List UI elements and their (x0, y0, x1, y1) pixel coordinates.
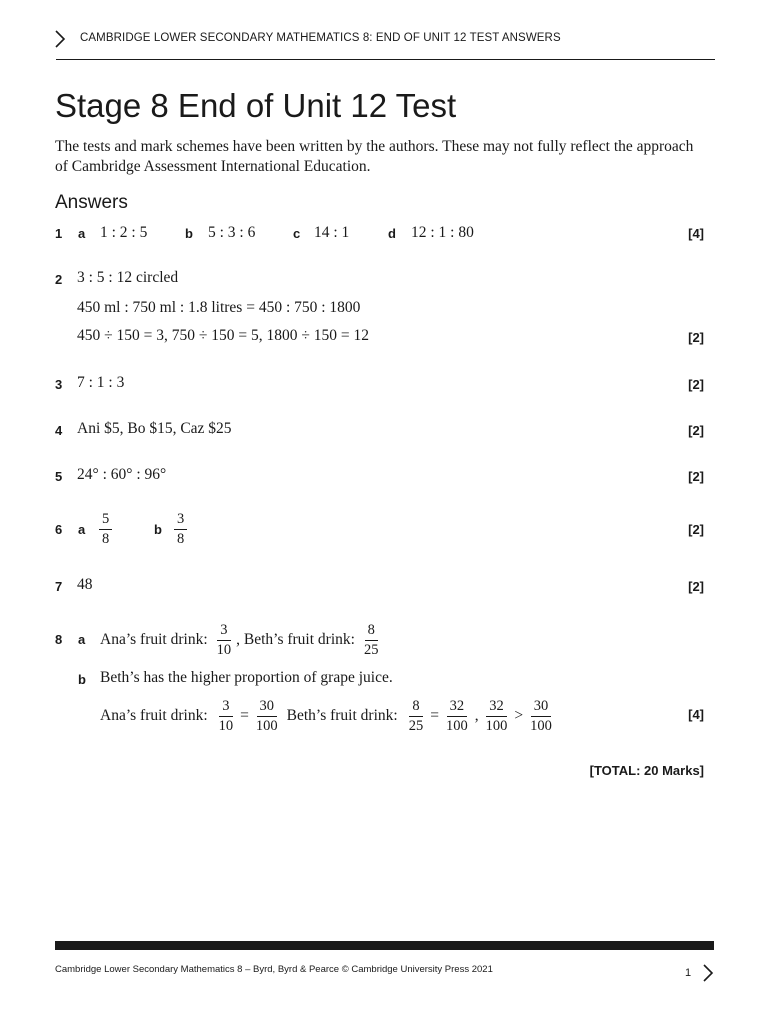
answer-text: 5 : 3 : 6 (208, 224, 256, 241)
marks-label: [2] (688, 469, 704, 484)
numerator: 30 (531, 698, 552, 717)
answer-text: Ani $5, Bo $15, Caz $25 (77, 420, 232, 437)
marks-label: [2] (688, 579, 704, 594)
question-number: 5 (55, 469, 63, 484)
denominator: 100 (485, 717, 508, 734)
numerator: 32 (447, 698, 468, 717)
question-number: 1 (55, 226, 63, 241)
page-title: Stage 8 End of Unit 12 Test (55, 87, 457, 124)
marks-label: [2] (688, 377, 704, 392)
part-label: a (78, 226, 86, 241)
denominator: 10 (216, 641, 232, 658)
answer-text: 7 : 1 : 3 (77, 374, 125, 391)
numerator: 8 (365, 622, 378, 641)
denominator: 100 (530, 717, 552, 734)
answer-text: 12 : 1 : 80 (411, 224, 474, 241)
part-label: a (78, 632, 86, 647)
operator: > (514, 707, 524, 724)
part-label: b (185, 226, 193, 241)
footer-credit: Cambridge Lower Secondary Mathematics 8 – Byrd, Byrd & Pearce © Cambridge University Press 2021 (55, 964, 493, 975)
page-number: 1 (685, 967, 692, 979)
answer-text: , Beth’s fruit drink: (236, 631, 355, 648)
denominator: 10 (218, 717, 234, 734)
numerator: 8 (409, 698, 422, 717)
fraction (172, 511, 189, 548)
answer-text: 450 ÷ 150 = 3, 750 ÷ 150 = 5, 1800 ÷ 150 = 12 (77, 327, 369, 344)
chevron-right-icon (702, 964, 714, 982)
operator: = (430, 707, 439, 724)
denominator: 8 (102, 531, 110, 547)
question-number: 2 (55, 272, 63, 287)
question-number: 7 (55, 579, 63, 594)
answer-text: Beth’s has the higher proportion of grape juice. (100, 669, 393, 686)
fraction (97, 511, 114, 548)
part-label: d (388, 226, 396, 241)
numerator: 5 (99, 511, 112, 530)
marks-label: [4] (688, 226, 704, 241)
header-rule (56, 59, 715, 60)
total-marks: [TOTAL: 20 Marks] (589, 763, 704, 778)
part-label: b (78, 672, 86, 687)
numerator: 32 (486, 698, 507, 717)
numerator: 30 (257, 698, 278, 717)
question-number: 4 (55, 423, 63, 438)
intro-text: The tests and mark schemes have been written by the authors. These may not fully reflect the approach of Cambridge Assessment International Education. (55, 138, 694, 175)
question-number: 8 (55, 632, 63, 647)
marks-label: [4] (688, 707, 704, 722)
answer-text: 24° : 60° : 96° (77, 466, 167, 483)
answer-line (100, 620, 383, 660)
question-number: 6 (55, 522, 63, 537)
denominator: 100 (445, 717, 468, 734)
question-number: 3 (55, 377, 63, 392)
marks-label: [2] (688, 330, 704, 345)
running-header: CAMBRIDGE LOWER SECONDARY MATHEMATICS 8: END OF UNIT 12 TEST ANSWERS (80, 32, 561, 44)
answers-heading: Answers (55, 192, 128, 213)
answer-text: 450 ml : 750 ml : 1.8 litres = 450 : 750 : 1800 (77, 299, 361, 316)
answer-text: 3 : 5 : 12 circled (77, 269, 179, 286)
marks-label: [2] (688, 522, 704, 537)
answer-text: 14 : 1 (314, 224, 350, 241)
answer-text: Beth’s fruit drink: (286, 707, 398, 724)
chevron-right-icon (54, 30, 66, 48)
answer-line (100, 696, 557, 736)
answer-text: 1 : 2 : 5 (100, 224, 148, 241)
marks-label: [2] (688, 423, 704, 438)
denominator: 25 (408, 717, 424, 734)
numerator: 3 (219, 698, 232, 717)
answer-text: Ana’s fruit drink: (100, 707, 208, 724)
answer-text: 48 (77, 576, 93, 593)
footer-bar (55, 941, 714, 950)
part-label: c (293, 226, 301, 241)
operator: , (474, 707, 479, 724)
part-label: b (154, 522, 162, 537)
denominator: 8 (177, 531, 185, 547)
denominator: 100 (255, 717, 278, 734)
operator: = (240, 707, 249, 724)
numerator: 3 (174, 511, 187, 530)
answer-text: Ana’s fruit drink: (100, 631, 208, 648)
part-label: a (78, 522, 86, 537)
numerator: 3 (217, 622, 230, 641)
denominator: 25 (363, 641, 379, 658)
